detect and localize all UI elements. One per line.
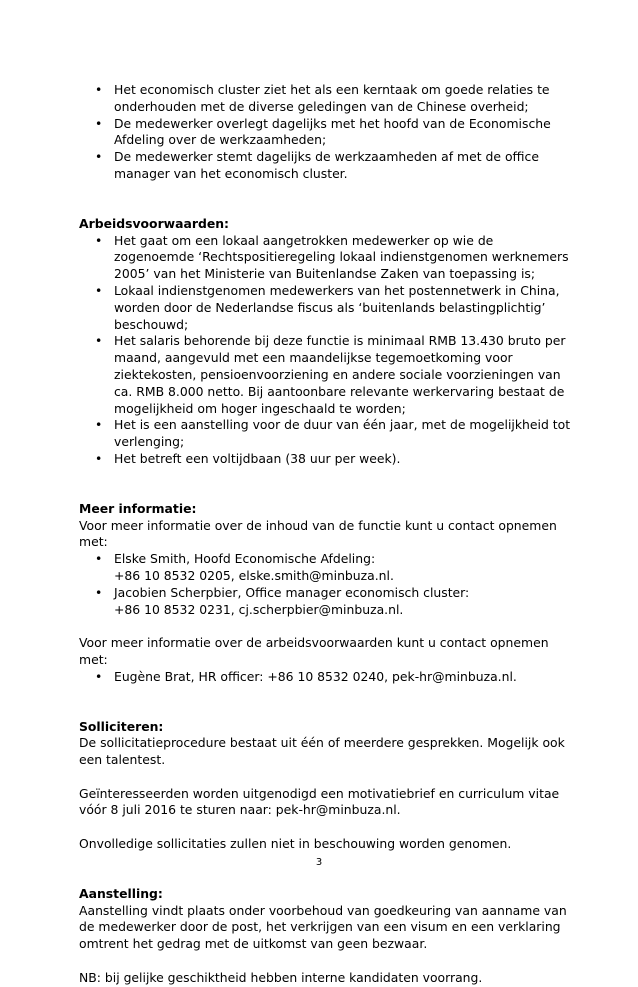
heading-solliciteren: Solliciteren:	[79, 718, 164, 734]
section-spacer	[79, 686, 574, 719]
conditions-contact-intro: Voor meer informatie over de arbeidsvoorwaarden kunt u contact opnemen met:	[79, 635, 549, 667]
list-item	[79, 82, 574, 116]
contact-name: • Jacobien Scherpbier, Office manager economisch cluster:	[114, 584, 470, 600]
page-number: 3	[315, 857, 323, 868]
list-item	[79, 451, 574, 468]
bullet-text: • De medewerker stemt dagelijks de werkzaamheden af met de office manager van het economisch cluster.	[114, 149, 539, 181]
contact-name: • Elske Smith, Hoofd Economische Afdeling:	[114, 551, 376, 567]
content-contacts-list	[79, 551, 574, 618]
contact-line: • Eugène Brat, HR officer: +86 10 8532 0240, pek-hr@minbuza.nl.	[114, 668, 517, 684]
aanstelling-paragraph-1: Aanstelling vindt plaats onder voorbehoud van goedkeuring van aanname van de medewerker door de post, het verkrijgen van een visum en een verklaring omtrent het gedrag met de uitkomst van geen bezwaar.	[79, 902, 567, 952]
intro-bullet-list	[79, 82, 574, 183]
heading-aanstelling: Aanstelling:	[79, 885, 163, 901]
bullet-text: • Het is een aanstelling voor de duur van één jaar, met de mogelijkheid tot verlenging;	[114, 417, 571, 450]
section-spacer	[79, 468, 574, 501]
heading-meer-informatie: Meer informatie:	[79, 500, 197, 516]
list-item	[79, 417, 574, 451]
list-item	[79, 233, 574, 283]
conditions-contacts-list	[79, 669, 574, 686]
contact-details: +86 10 8532 0231, cj.scherpbier@minbuza.nl.	[114, 601, 404, 617]
solliciteren-paragraph-1: De sollicitatieprocedure bestaat uit één of meerdere gesprekken. Mogelijk ook een talentest.	[79, 735, 565, 768]
list-item	[79, 551, 574, 585]
bullet-text: • Het betreft een voltijdbaan (38 uur per week).	[114, 450, 401, 466]
heading-arbeidsvoorwaarden: Arbeidsvoorwaarden:	[79, 215, 230, 231]
content-contact-intro: Voor meer informatie over de inhoud van de functie kunt u contact opnemen met:	[79, 517, 557, 550]
section-spacer	[79, 183, 574, 216]
bullet-text: • De medewerker overlegt dagelijks met het hoofd van de Economische Afdeling over de werkzaamheden;	[114, 115, 551, 148]
solliciteren-paragraph-2: Geïnteresseerden worden uitgenodigd een motivatiebrief en curriculum vitae vóór 8 juli 2016 te sturen naar: pek-hr@minbuza.nl.	[79, 785, 560, 818]
paragraph-spacer	[79, 953, 574, 970]
list-item	[79, 669, 574, 686]
document-body	[79, 82, 574, 987]
list-item	[79, 149, 574, 183]
arbeidsvoorwaarden-bullet-list	[79, 233, 574, 468]
paragraph-spacer	[79, 769, 574, 786]
list-item	[79, 283, 574, 333]
paragraph-spacer	[79, 618, 574, 635]
bullet-text: • Het economisch cluster ziet het als een kerntaak om goede relaties te onderhouden met de diverse geledingen van de Chinese overheid;	[114, 82, 550, 114]
bullet-text: • Het gaat om een lokaal aangetrokken medewerker op wie de zogenoemde ‘Rechtspositieregeling lokaal indienstgenomen werknemers 2005’ van het Ministerie van Buitenlandse Zaken van toepassing is;	[114, 232, 569, 282]
list-item	[79, 333, 574, 417]
contact-details: +86 10 8532 0205, elske.smith@minbuza.nl.	[114, 567, 394, 583]
paragraph-spacer	[79, 819, 574, 836]
solliciteren-paragraph-3: Onvolledige sollicitaties zullen niet in beschouwing worden genomen.	[79, 836, 512, 852]
aanstelling-paragraph-2: NB: bij gelijke geschiktheid hebben interne kandidaten voorrang.	[79, 969, 483, 985]
bullet-text: • Lokaal indienstgenomen medewerkers van het postennetwerk in China, worden door de Nederlandse fiscus als ‘buitenlands belastingplichtig’ beschouwd;	[114, 282, 560, 332]
list-item	[79, 585, 574, 619]
bullet-text: • Het salaris behorende bij deze functie is minimaal RMB 13.430 bruto per maand, aangevuld met een maandelijkse tegemoetkoming voor ziektekosten, pensioenvoorziening en andere sociale voorzieningen van ca. RMB 8.000 netto. Bij aantoonbare relevante werkervaring bestaat de mogelijkheid om hoger ingeschaald te worden;	[114, 333, 566, 416]
list-item	[79, 116, 574, 150]
